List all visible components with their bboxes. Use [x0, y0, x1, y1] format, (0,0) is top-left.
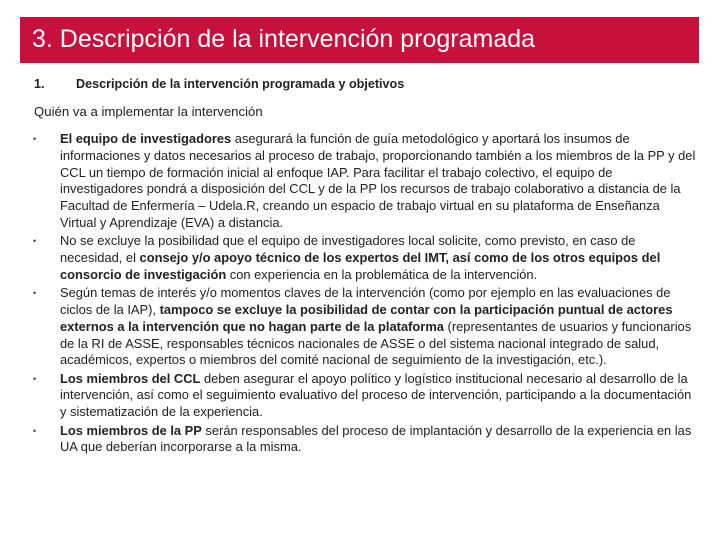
bullet-bold-text: Los miembros del CCL [60, 370, 201, 386]
bullet-item-ccl [33, 371, 697, 421]
page-title: 3. Descripción de la intervención programada [32, 25, 536, 53]
subtitle-number: 1. [34, 77, 45, 91]
bullet-text: Según temas de interés y/o momentos claves de la intervención (como por ejemplo en las evaluaciones de ciclos de la IAP), [60, 285, 671, 317]
bullet-text: deben asegurar el apoyo político y logístico institucional necesario al desarrollo de la intervención, así como el seguimiento evaluativo del proceso de intervención, participando a la documentación y sistematización de la experiencia. [60, 370, 692, 420]
bullet-text: No se excluye la posibilidad que el equipo de investigadores local solicite, como previsto, en caso de necesidad, el [60, 233, 636, 266]
bullet-bold-text: consejo y/o apoyo técnico de los expertos del IMT, así como de los otros equipos del consorcio de investigación [60, 250, 661, 282]
section-heading: Quién va a implementar la intervención [34, 104, 263, 119]
bullet-dot-icon: • [33, 134, 37, 144]
bullet-dot-icon: • [33, 425, 37, 436]
bullet-item-apoyo-tecnico [33, 233, 697, 283]
bullet-item-investigadores [33, 131, 697, 232]
bullet-item-pp [33, 423, 697, 457]
subtitle-text: Descripción de la intervención programada y objetivos [76, 77, 405, 91]
bullet-text: asegurará la función de guía metodológico y aportará los insumos de informaciones y datos necesarios al proceso de trabajo, proporcionando también a los miembros de la PP y del CCL un tiempo de formación inicial al enfoque IAP. Para facilitar el trabajo colectivo, el equipo de investigadores pondrá a disposición del CCL y de la PP los recursos de trabajo colaborativo a distancia de la Facultad de Enfermería – Udela.R, creando un espacio de trabajo virtual en su plataforma de Enseñanza Virtual y Aprendizaje (EVA) a distancia. [60, 131, 696, 230]
bullet-dot-icon: • [33, 288, 37, 299]
bullet-text: con experiencia en la problemática de la intervención. [226, 266, 538, 282]
bullet-dot-icon: • [33, 373, 37, 384]
title-banner [20, 17, 699, 63]
bullet-dot-icon: • [33, 236, 37, 247]
bullet-item-actores-externos [33, 285, 697, 369]
bullet-bold-text: El equipo de investigadores [60, 131, 232, 146]
bullet-text: (representantes de usuarios y funcionarios de la RI de ASSE, responsables técnicos nacionales de ASSE o del sistema nacional integrado de salud, académicos, expertos o miembros del comité nacional de seguimiento de la investigación, etc.). [60, 318, 692, 368]
bullet-bold-text: Los miembros de la PP [60, 422, 202, 438]
bullet-list [33, 131, 697, 458]
bullet-text: serán responsables del proceso de implantación y desarrollo de la experiencia en las UA que deberían incorporarse a la misma. [60, 422, 692, 455]
bullet-bold-text: tampoco se excluye la posibilidad de contar con la participación puntual de actores externos a la intervención que no hagan parte de la plataforma [60, 301, 673, 334]
